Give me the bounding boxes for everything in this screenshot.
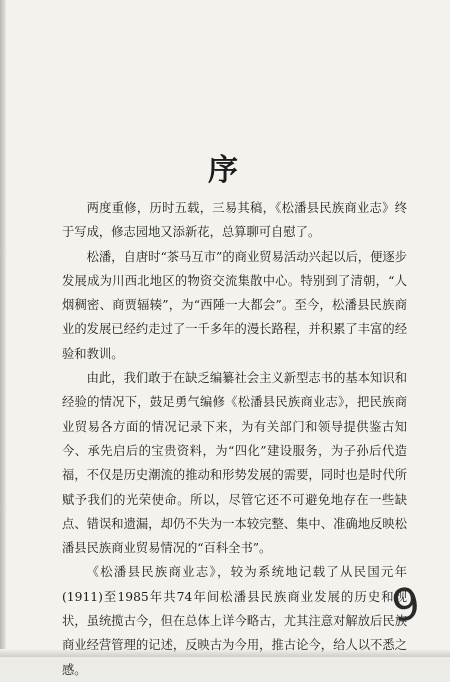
paragraph: 两度重修，历时五载，三易其稿，《松潘县民族商业志》终于写成，修志园地又添新花，总算聊可自慰了。 — [62, 201, 407, 240]
preface-body — [62, 196, 407, 682]
page-title: 序 — [208, 153, 242, 188]
paragraph: 松潘，自唐时“茶马互市”的商业贸易活动兴起以后，便逐步发展成为川西北地区的物资交流集散中心。特别到了清朝，“人烟稠密、商贾辐辏”，为“西陲一大都会”。至今，松潘县民族商业的发展已经约走过了一千多年的漫长路程，并积累了丰富的经验和教训。 — [62, 249, 407, 361]
handwritten-page-number: 9 — [388, 578, 424, 633]
page-left-edge — [0, 0, 6, 657]
paragraph: 《松潘县民族商业志》，较为系统地记载了从民国元年(1911)至1985年共74年间松潘县民族商业发展的历史和现状，虽统揽古今，但在总体上详今略古，尤其注意对解放后民族商业经营管理的记述，反映古为今用，推古论今，给人以不悉之感。 — [62, 565, 407, 677]
paragraph: 由此，我们敢于在缺乏编纂社会主义新型志书的基本知识和经验的情况下，鼓足勇气编修《松潘县民族商业志》，把民族商业贸易各方面的情况记录下来，为有关部门和领导提供鉴古知今、承先启后的宝贵资料，为“四化”建设服务，为子孙后代造福，不仅是历史潮流的推动和形势发展的需要，同时也是时代所赋予我们的光荣使命。所以，尽管它还不可避免地存在一些缺点、错误和遗漏，却仍不失为一本较完整、集中、准确地反映松潘县民族商业贸易情况的“百科全书”。 — [62, 371, 407, 556]
